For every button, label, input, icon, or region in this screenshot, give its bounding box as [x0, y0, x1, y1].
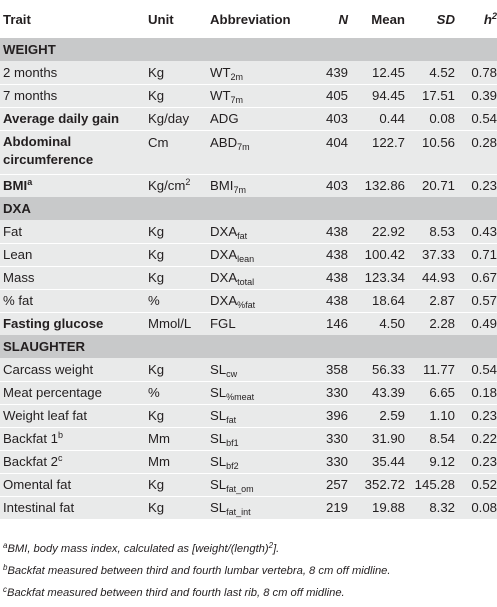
- cell-unit: [148, 266, 210, 289]
- footnote-mark: a: [3, 541, 8, 550]
- cell-sd: 2.87: [405, 289, 455, 312]
- cell-unit: [148, 312, 210, 335]
- cell-mean: 0.44: [348, 107, 405, 130]
- cell-mean: 31.90: [348, 427, 405, 450]
- abbreviation-base: SL: [210, 408, 227, 423]
- abbreviation-base: ABD: [210, 134, 238, 150]
- cell-abbreviation: [210, 289, 308, 312]
- cell-sd: 2.28: [429, 316, 455, 332]
- abbreviation-subscript: fat_om: [226, 484, 254, 494]
- cell-mean: 4.50: [379, 316, 405, 332]
- cell-n: 438: [308, 266, 348, 289]
- cell-n: 146: [325, 316, 348, 332]
- table-row: [0, 473, 497, 496]
- cell-h2: 0.22: [455, 427, 497, 450]
- cell-sd: 17.51: [405, 84, 455, 107]
- abbreviation-base: SL: [210, 477, 227, 492]
- cell-n: 438: [308, 220, 348, 243]
- cell-abbreviation: [210, 381, 308, 404]
- cell-abbreviation: [210, 473, 308, 496]
- table-row: [0, 266, 497, 289]
- header-row: [0, 0, 497, 38]
- cell-n: 439: [308, 61, 348, 84]
- cell-trait: [0, 174, 148, 197]
- unit-label: Kg: [148, 408, 165, 423]
- abbreviation-subscript: fat: [237, 230, 248, 241]
- abbreviation-subscript: lean: [237, 254, 255, 264]
- header-h2: [455, 0, 497, 38]
- cell-mean: 132.86: [364, 178, 405, 194]
- section-title: SLAUGHTER: [3, 339, 86, 354]
- cell-unit: [148, 174, 210, 197]
- unit-label: %: [148, 293, 160, 308]
- trait-label: % fat: [3, 293, 34, 308]
- cell-abbreviation: [210, 312, 308, 335]
- cell-sd: 6.65: [405, 381, 455, 404]
- trait-label: Weight leaf fat: [3, 408, 88, 423]
- header-abbreviation: Abbreviation: [210, 11, 291, 27]
- section-header-row: [0, 335, 497, 358]
- trait-label: Carcass weight: [3, 361, 94, 377]
- header-h2-sup: 2: [491, 10, 497, 21]
- trait-label: Meat percentage: [3, 385, 102, 400]
- cell-h2: 0.43: [455, 220, 497, 243]
- cell-trait: [0, 220, 148, 243]
- abbreviation-base: SL: [210, 454, 227, 469]
- cell-h2: 0.78: [455, 61, 497, 84]
- table-row: [0, 130, 497, 174]
- trait-label: Abdominal circumference: [3, 133, 94, 167]
- unit-label: Kg: [148, 88, 165, 103]
- cell-n: 403: [325, 178, 348, 194]
- unit-superscript: 2: [185, 177, 191, 188]
- cell-mean: 19.88: [371, 500, 405, 516]
- table-row: [0, 61, 497, 84]
- table-row: [0, 427, 497, 450]
- table-row: [0, 381, 497, 404]
- cell-unit: [148, 220, 210, 243]
- cell-h2: 0.67: [455, 266, 497, 289]
- cell-h2: 0.23: [455, 450, 497, 473]
- abbreviation-base: DXA: [210, 270, 238, 285]
- cell-mean: 2.59: [348, 404, 405, 427]
- abbreviation-base: SL: [210, 431, 227, 446]
- cell-trait: [0, 61, 148, 84]
- cell-sd: 0.08: [405, 107, 455, 130]
- header-h2-base: h: [483, 11, 492, 27]
- cell-trait: [0, 427, 148, 450]
- cell-trait: [0, 107, 148, 130]
- cell-abbreviation: [210, 404, 308, 427]
- trait-label: BMI: [3, 178, 28, 194]
- cell-trait: [0, 358, 148, 381]
- cell-h2: 0.39: [455, 84, 497, 107]
- trait-label: Lean: [3, 247, 33, 262]
- cell-h2: 0.18: [455, 381, 497, 404]
- cell-abbreviation: [210, 130, 308, 174]
- table-row: [0, 312, 497, 335]
- abbreviation-subscript: %fat: [237, 300, 256, 310]
- section-header-row: [0, 38, 497, 61]
- cell-sd: 11.77: [405, 358, 455, 381]
- trait-label: Fasting glucose: [3, 316, 104, 332]
- table-row: [0, 243, 497, 266]
- abbreviation-subscript: 7m: [233, 185, 246, 196]
- cell-sd: 4.52: [405, 61, 455, 84]
- footnote-text: Backfat measured between third and fourth last rib, 8 cm off midline.: [7, 587, 345, 599]
- cell-unit: [148, 289, 210, 312]
- trait-label: Intestinal fat: [3, 500, 75, 516]
- trait-label: Fat: [3, 223, 23, 239]
- cell-sd: 8.54: [405, 427, 455, 450]
- footnote-text: Backfat measured between third and fourth lumbar vertebra, 8 cm off midline.: [7, 565, 391, 577]
- cell-abbreviation: [210, 174, 308, 197]
- table-row: [0, 84, 497, 107]
- abbreviation-base: DXA: [210, 223, 238, 239]
- cell-mean: 123.34: [348, 266, 405, 289]
- cell-unit: [148, 130, 210, 174]
- cell-mean: 352.72: [348, 473, 405, 496]
- trait-label: Mass: [3, 270, 35, 285]
- unit-label: Mm: [148, 431, 170, 446]
- cell-h2: 0.08: [471, 500, 497, 516]
- unit-label: %: [148, 385, 160, 400]
- footnote: [0, 560, 497, 582]
- trait-label: Backfat 2: [3, 454, 58, 469]
- abbreviation-subscript: bf1: [226, 438, 239, 448]
- trait-label: Backfat 1: [3, 431, 58, 446]
- cell-trait: [0, 289, 148, 312]
- cell-trait: [0, 450, 148, 473]
- unit-label: Kg: [148, 500, 165, 516]
- trait-footnote-mark: b: [57, 430, 63, 440]
- cell-sd: 10.56: [405, 130, 455, 174]
- abbreviation-subscript: 7m: [230, 95, 244, 105]
- abbreviation-subscript: fat: [226, 415, 237, 425]
- cell-unit: [148, 243, 210, 266]
- abbreviation-base: BMI: [210, 178, 234, 194]
- unit-label: Kg: [148, 223, 165, 239]
- footnote-tail: ].: [273, 543, 280, 555]
- cell-h2: 0.71: [455, 243, 497, 266]
- table-row: [0, 450, 497, 473]
- trait-label: Omental fat: [3, 477, 72, 492]
- cell-mean: 35.44: [348, 450, 405, 473]
- header-trait: Trait: [3, 11, 31, 27]
- cell-h2: 0.54: [455, 358, 497, 381]
- cell-trait: [0, 243, 148, 266]
- footnote-superscript: 2: [268, 541, 274, 550]
- cell-mean: 18.64: [348, 289, 405, 312]
- footnotes: [0, 538, 497, 604]
- table-row: [0, 174, 497, 197]
- abbreviation-base: WT: [210, 88, 231, 103]
- cell-abbreviation: [210, 220, 308, 243]
- header-n: N: [338, 11, 348, 27]
- abbreviation-base: DXA: [210, 247, 238, 262]
- abbreviation-subscript: 7m: [237, 141, 250, 152]
- cell-n: 219: [325, 500, 348, 516]
- cell-mean: 56.33: [348, 358, 405, 381]
- section-title: WEIGHT: [3, 42, 56, 57]
- header-sd: SD: [436, 11, 455, 27]
- cell-abbreviation: [210, 266, 308, 289]
- footnote-text: BMI, body mass index, calculated as [weight/(length): [7, 543, 269, 555]
- cell-unit: [148, 381, 210, 404]
- cell-mean: 43.39: [348, 381, 405, 404]
- cell-mean: 100.42: [348, 243, 405, 266]
- cell-unit: [148, 404, 210, 427]
- cell-abbreviation: [210, 450, 308, 473]
- header-mean: Mean: [371, 11, 405, 27]
- cell-n: 438: [308, 289, 348, 312]
- section-title: DXA: [3, 201, 31, 216]
- abbreviation-subscript: cw: [226, 368, 238, 379]
- cell-n: 405: [308, 84, 348, 107]
- cell-abbreviation: [210, 243, 308, 266]
- section-header-row: [0, 197, 497, 220]
- table-row: [0, 220, 497, 243]
- cell-sd: 20.71: [421, 178, 455, 194]
- cell-n: 330: [308, 427, 348, 450]
- abbreviation-base: SL: [210, 385, 227, 400]
- cell-unit: [148, 450, 210, 473]
- cell-sd: 44.93: [405, 266, 455, 289]
- cell-trait: [0, 266, 148, 289]
- trait-footnote-mark: c: [57, 453, 63, 463]
- abbreviation-subscript: bf2: [226, 461, 239, 471]
- cell-unit: [148, 473, 210, 496]
- footnote: [0, 582, 497, 604]
- cell-mean: 122.7: [348, 130, 405, 174]
- abbreviation-base: WT: [210, 64, 231, 80]
- cell-n: 396: [308, 404, 348, 427]
- cell-mean: 22.92: [348, 220, 405, 243]
- cell-abbreviation: [210, 496, 308, 519]
- cell-unit: [148, 427, 210, 450]
- cell-h2: 0.52: [455, 473, 497, 496]
- cell-trait: [0, 473, 148, 496]
- header-unit: Unit: [148, 11, 174, 27]
- unit-label: Kg: [148, 477, 165, 492]
- cell-abbreviation: [210, 107, 308, 130]
- abbreviation-subscript: %meat: [226, 392, 255, 402]
- abbreviation-subscript: fat_int: [226, 507, 251, 518]
- abbreviation-base: DXA: [210, 293, 238, 308]
- trait-footnote-mark: a: [27, 177, 33, 188]
- cell-n: 358: [308, 358, 348, 381]
- cell-abbreviation: [210, 427, 308, 450]
- cell-sd: 8.32: [429, 500, 455, 516]
- cell-abbreviation: [210, 61, 308, 84]
- cell-sd: 8.53: [405, 220, 455, 243]
- cell-mean: 94.45: [348, 84, 405, 107]
- cell-unit: [148, 358, 210, 381]
- cell-unit: [148, 61, 210, 84]
- cell-abbreviation: [210, 358, 308, 381]
- cell-h2: 0.28: [455, 130, 497, 174]
- cell-trait: [0, 496, 148, 519]
- table-row: [0, 404, 497, 427]
- cell-h2: 0.54: [455, 107, 497, 130]
- cell-mean: 12.45: [348, 61, 405, 84]
- cell-trait: [0, 404, 148, 427]
- abbreviation-base: ADG: [210, 111, 239, 126]
- cell-n: 330: [308, 381, 348, 404]
- unit-label: Kg: [148, 247, 165, 262]
- table-row: [0, 496, 497, 519]
- abbreviation-base: FGL: [210, 316, 236, 332]
- cell-sd: 9.12: [405, 450, 455, 473]
- cell-sd: 145.28: [405, 473, 455, 496]
- cell-unit: [148, 107, 210, 130]
- unit-label: Mmol/L: [148, 316, 192, 332]
- footnote-mark: c: [3, 585, 7, 594]
- trait-label: 2 months: [3, 64, 58, 80]
- abbreviation-base: SL: [210, 361, 227, 377]
- cell-unit: [148, 84, 210, 107]
- cell-n: 404: [308, 130, 348, 174]
- table-row: [0, 289, 497, 312]
- abbreviation-subscript: 2m: [230, 71, 244, 82]
- cell-n: 438: [308, 243, 348, 266]
- trait-label: Average daily gain: [3, 111, 120, 126]
- cell-n: 403: [308, 107, 348, 130]
- cell-h2: 0.23: [471, 178, 497, 194]
- trait-label: 7 months: [3, 88, 58, 103]
- cell-h2: 0.23: [455, 404, 497, 427]
- cell-h2: 0.57: [455, 289, 497, 312]
- cell-trait: [0, 312, 148, 335]
- table-row: [0, 107, 497, 130]
- unit-label: Cm: [148, 134, 169, 150]
- table-row: [0, 358, 497, 381]
- unit-label: Kg/cm: [148, 178, 186, 194]
- cell-h2: 0.49: [471, 316, 497, 332]
- unit-label: Kg: [148, 64, 165, 80]
- abbreviation-subscript: total: [237, 277, 255, 287]
- cell-unit: [148, 496, 210, 519]
- unit-label: Kg: [148, 270, 165, 285]
- cell-sd: 1.10: [405, 404, 455, 427]
- cell-sd: 37.33: [405, 243, 455, 266]
- cell-trait: [0, 130, 148, 174]
- unit-label: Mm: [148, 454, 170, 469]
- cell-n: 330: [308, 450, 348, 473]
- abbreviation-base: SL: [210, 500, 227, 516]
- cell-trait: [0, 381, 148, 404]
- table-body: [0, 38, 497, 519]
- unit-label: Kg: [148, 361, 165, 377]
- footnote-mark: b: [3, 563, 8, 572]
- cell-trait: [0, 84, 148, 107]
- footnote: [0, 538, 497, 560]
- unit-label: Kg/day: [148, 111, 190, 126]
- cell-n: 257: [308, 473, 348, 496]
- cell-abbreviation: [210, 84, 308, 107]
